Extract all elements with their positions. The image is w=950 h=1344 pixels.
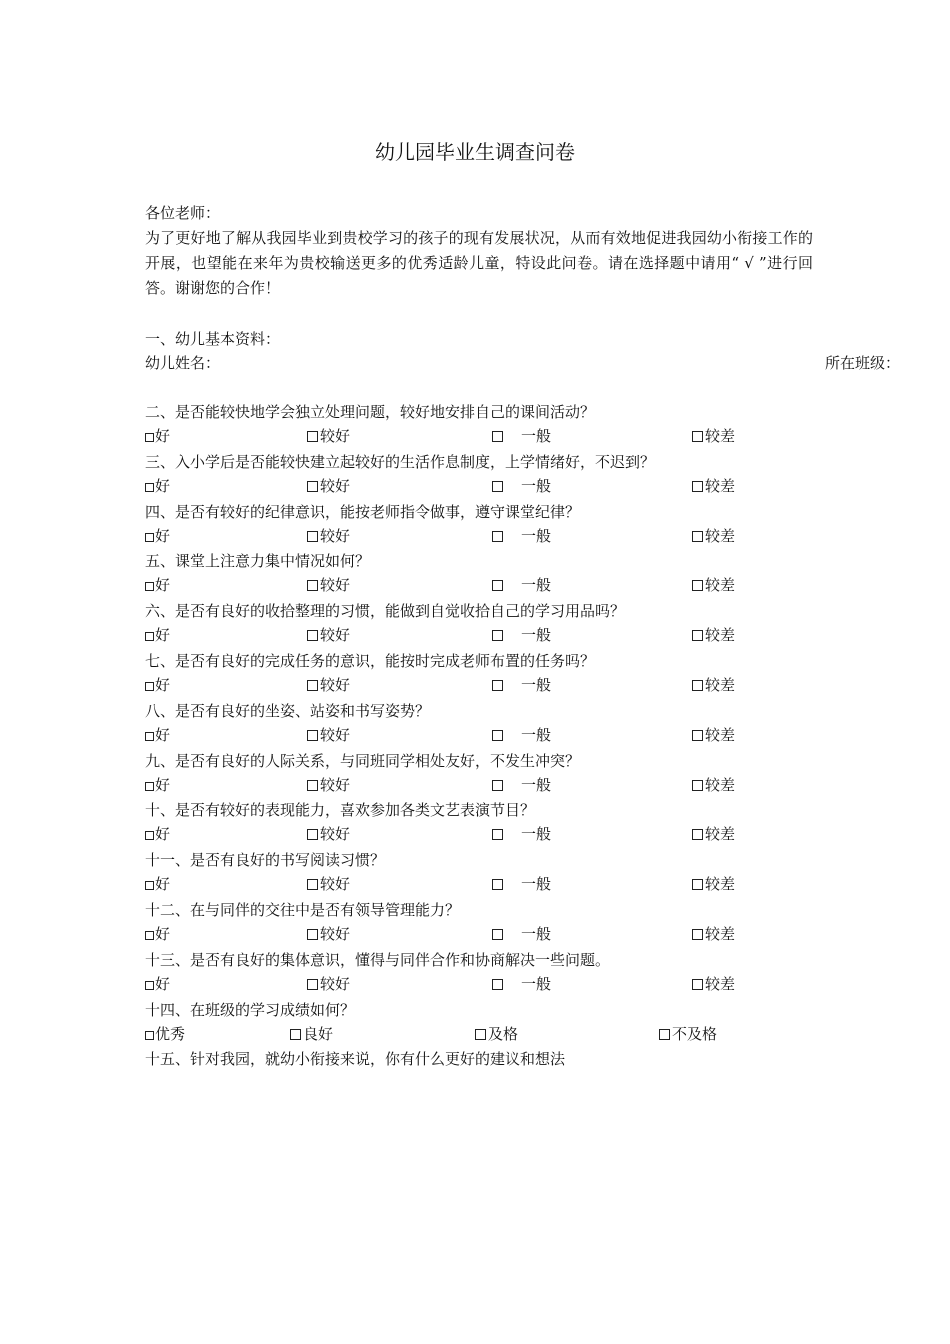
checkbox-icon[interactable] (692, 630, 703, 641)
checkbox-icon[interactable] (307, 680, 318, 691)
checkbox-icon[interactable] (492, 929, 503, 940)
option-good[interactable] (145, 623, 170, 647)
option-good[interactable] (145, 723, 170, 747)
checkbox-icon[interactable] (307, 531, 318, 542)
option-average[interactable] (492, 474, 551, 498)
option-label: 一般 (521, 975, 552, 993)
option-pass[interactable]: 及格 (475, 1022, 518, 1046)
checkbox-icon[interactable] (307, 481, 318, 492)
option-poor[interactable] (692, 972, 735, 996)
question-7-options (145, 673, 825, 697)
question-5-options (145, 573, 825, 597)
option-good[interactable] (145, 673, 170, 697)
checkbox-icon[interactable] (145, 782, 154, 791)
question-14-options (145, 1022, 825, 1046)
checkbox-icon[interactable] (145, 433, 154, 442)
question-6: 六、是否有良好的收拾整理的习惯，能做到自觉收拾自己的学习用品吗？ (145, 602, 626, 620)
child-name-label: 幼儿姓名： (145, 354, 221, 372)
option-label: 好 (155, 776, 171, 794)
option-fail[interactable]: 不及格 (659, 1022, 717, 1046)
option-label: 好 (155, 726, 171, 744)
option-average[interactable] (492, 872, 551, 896)
checkbox-icon[interactable] (145, 632, 154, 641)
question-15: 十五、针对我园，就幼小衔接来说，你有什么更好的建议和想法 (145, 1050, 566, 1068)
checkbox-icon[interactable] (145, 582, 154, 591)
option-label: 一般 (521, 427, 552, 445)
checkbox-icon[interactable] (692, 481, 703, 492)
checkbox-icon[interactable] (492, 630, 503, 641)
checkbox-icon[interactable] (659, 1029, 670, 1040)
option-fairly-good[interactable] (307, 723, 350, 747)
option-label: 一般 (521, 527, 552, 545)
option-average[interactable] (492, 922, 551, 946)
checkbox-icon[interactable] (307, 580, 318, 591)
option-fairly-good[interactable] (307, 773, 350, 797)
option-label: 一般 (521, 875, 552, 893)
checkbox-icon[interactable] (492, 680, 503, 691)
question-7: 七、是否有良好的完成任务的意识，能按时完成老师布置的任务吗？ (145, 652, 596, 670)
question-9-options (145, 773, 825, 797)
option-average[interactable] (492, 524, 551, 548)
checkbox-icon[interactable] (145, 1031, 154, 1040)
option-label: 较好 (320, 427, 351, 445)
checkbox-icon[interactable] (145, 881, 154, 890)
option-label: 一般 (521, 576, 552, 594)
question-9: 九、是否有良好的人际关系，与同班同学相处友好，不发生冲突？ (145, 752, 581, 770)
question-14: 十四、在班级的学习成绩如何？ (145, 1001, 356, 1019)
option-fairly-good[interactable] (307, 972, 350, 996)
question-4-options (145, 524, 825, 548)
option-good[interactable] (145, 474, 170, 498)
checkbox-icon[interactable] (307, 780, 318, 791)
option-average[interactable] (492, 424, 551, 448)
option-label: 较好 (320, 975, 351, 993)
class-label: 所在班级： (825, 354, 901, 372)
section1-heading: 一、幼儿基本资料： (145, 330, 281, 348)
greeting: 各位老师： (145, 204, 221, 222)
option-fairly-good[interactable] (307, 922, 350, 946)
option-average[interactable] (492, 573, 551, 597)
checkbox-icon[interactable] (145, 981, 154, 990)
option-fairly-good[interactable] (307, 673, 350, 697)
checkbox-icon[interactable] (692, 829, 703, 840)
option-label: 好 (155, 527, 171, 545)
option-label: 一般 (521, 925, 552, 943)
checkbox-icon[interactable] (145, 533, 154, 542)
question-13-options (145, 972, 825, 996)
checkbox-icon[interactable] (475, 1029, 486, 1040)
option-label: 一般 (521, 825, 552, 843)
option-poor[interactable] (692, 822, 735, 846)
question-8: 八、是否有良好的坐姿、站姿和书写姿势？ (145, 702, 431, 720)
checkbox-icon[interactable] (692, 879, 703, 890)
checkbox-icon[interactable] (492, 481, 503, 492)
page-title: 幼儿园毕业生调查问卷 (375, 140, 575, 164)
child-name-row (145, 351, 901, 375)
checkbox-icon[interactable] (492, 730, 503, 741)
checkbox-icon[interactable] (307, 829, 318, 840)
option-fairly-good[interactable] (307, 872, 350, 896)
checkbox-icon[interactable] (307, 730, 318, 741)
option-label: 较差 (705, 477, 736, 495)
checkbox-icon[interactable] (492, 979, 503, 990)
checkbox-icon[interactable] (692, 431, 703, 442)
option-good[interactable] (145, 872, 170, 896)
question-6-options (145, 623, 825, 647)
option-poor[interactable] (692, 524, 735, 548)
question-11: 十一、是否有良好的书写阅读习惯？ (145, 851, 386, 869)
option-label: 好 (155, 676, 171, 694)
option-fairly-good[interactable] (307, 474, 350, 498)
question-4: 四、是否有较好的纪律意识，能按老师指令做事，遵守课堂纪律？ (145, 503, 581, 521)
option-label: 好 (155, 925, 171, 943)
option-label: 较差 (705, 626, 736, 644)
checkbox-icon[interactable] (692, 680, 703, 691)
checkbox-icon[interactable] (290, 1029, 301, 1040)
option-label: 较差 (705, 527, 736, 545)
option-fairly-good[interactable] (307, 623, 350, 647)
checkbox-icon[interactable] (692, 780, 703, 791)
question-2-options (145, 424, 825, 448)
option-label: 较差 (705, 726, 736, 744)
option-average[interactable] (492, 822, 551, 846)
question-13: 十三、是否有良好的集体意识，懂得与同伴合作和协商解决一些问题。 (145, 951, 611, 969)
question-12-options (145, 922, 825, 946)
option-label: 好 (155, 626, 171, 644)
checkbox-icon[interactable] (145, 682, 154, 691)
option-good[interactable] (145, 972, 170, 996)
option-poor[interactable] (692, 773, 735, 797)
question-10-options (145, 822, 825, 846)
option-label: 较差 (705, 676, 736, 694)
checkbox-icon[interactable] (692, 929, 703, 940)
checkbox-icon[interactable] (307, 979, 318, 990)
question-2: 二、是否能较快地学会独立处理问题，较好地安排自己的课间活动？ (145, 403, 596, 421)
intro-paragraph: 为了更好地了解从我园毕业到贵校学习的孩子的现有发展状况，从而有效地促进我园幼小衔接工作的开展，也望能在来年为贵校输送更多的优秀适龄儿童，特设此问卷。请在选择题中请用“ √ ”进行回答。谢谢您的合作！ (145, 229, 813, 297)
option-good[interactable] (145, 524, 170, 548)
question-5: 五、课堂上注意力集中情况如何？ (145, 552, 371, 570)
checkbox-icon[interactable] (692, 979, 703, 990)
checkbox-icon[interactable] (307, 879, 318, 890)
option-label: 一般 (521, 676, 552, 694)
checkbox-icon[interactable] (492, 431, 503, 442)
option-poor[interactable] (692, 922, 735, 946)
option-label: 较差 (705, 925, 736, 943)
option-fairly-good[interactable] (307, 524, 350, 548)
option-label: 好 (155, 825, 171, 843)
question-8-options (145, 723, 825, 747)
option-poor[interactable] (692, 872, 735, 896)
checkbox-icon[interactable] (145, 831, 154, 840)
option-label: 好 (155, 576, 171, 594)
option-label: 较好 (320, 776, 351, 794)
checkbox-icon[interactable] (492, 879, 503, 890)
option-poor[interactable] (692, 424, 735, 448)
option-label: 好 (155, 875, 171, 893)
option-label: 较差 (705, 427, 736, 445)
option-label: 较好 (320, 825, 351, 843)
option-good[interactable]: 良好 (290, 1022, 333, 1046)
option-good[interactable] (145, 773, 170, 797)
option-label: 好 (155, 975, 171, 993)
option-average[interactable] (492, 673, 551, 697)
checkbox-icon[interactable] (492, 531, 503, 542)
option-label: 较差 (705, 776, 736, 794)
option-good[interactable] (145, 922, 170, 946)
option-label: 一般 (521, 726, 552, 744)
option-label: 较差 (705, 576, 736, 594)
option-label: 较好 (320, 925, 351, 943)
option-label: 较差 (705, 975, 736, 993)
checkbox-icon[interactable] (307, 929, 318, 940)
option-average[interactable] (492, 972, 551, 996)
option-label: 一般 (521, 776, 552, 794)
option-label: 较好 (320, 726, 351, 744)
option-label: 一般 (521, 626, 552, 644)
option-poor[interactable] (692, 723, 735, 747)
checkbox-icon[interactable] (692, 580, 703, 591)
option-label: 较差 (705, 825, 736, 843)
option-average[interactable] (492, 773, 551, 797)
option-good[interactable] (145, 573, 170, 597)
option-good[interactable] (145, 822, 170, 846)
question-10: 十、是否有较好的表现能力，喜欢参加各类文艺表演节目？ (145, 801, 536, 819)
option-good[interactable] (145, 424, 170, 448)
checkbox-icon[interactable] (492, 580, 503, 591)
option-poor[interactable] (692, 623, 735, 647)
option-fairly-good[interactable] (307, 822, 350, 846)
option-average[interactable] (492, 623, 551, 647)
option-label: 较好 (320, 477, 351, 495)
option-poor[interactable] (692, 474, 735, 498)
option-label: 较好 (320, 875, 351, 893)
checkbox-icon[interactable] (492, 829, 503, 840)
option-label: 较好 (320, 626, 351, 644)
option-excellent[interactable]: 优秀 (145, 1022, 185, 1046)
checkbox-icon[interactable] (307, 630, 318, 641)
checkbox-icon[interactable] (492, 780, 503, 791)
option-average[interactable] (492, 723, 551, 747)
checkbox-icon[interactable] (145, 483, 154, 492)
question-11-options (145, 872, 825, 896)
option-label: 较差 (705, 875, 736, 893)
checkbox-icon[interactable] (145, 732, 154, 741)
option-poor[interactable] (692, 573, 735, 597)
option-label: 一般 (521, 477, 552, 495)
option-fairly-good[interactable] (307, 573, 350, 597)
question-3-options (145, 474, 825, 498)
option-fairly-good[interactable] (307, 424, 350, 448)
option-label: 较好 (320, 676, 351, 694)
question-3: 三、入小学后是否能较快建立起较好的生活作息制度，上学情绪好，不迟到？ (145, 453, 656, 471)
checkbox-icon[interactable] (307, 431, 318, 442)
checkbox-icon[interactable] (692, 730, 703, 741)
checkbox-icon[interactable] (145, 931, 154, 940)
checkbox-icon[interactable] (692, 531, 703, 542)
option-label: 好 (155, 477, 171, 495)
question-12: 十二、在与同伴的交往中是否有领导管理能力？ (145, 901, 461, 919)
option-label: 较好 (320, 527, 351, 545)
option-label: 好 (155, 427, 171, 445)
option-poor[interactable] (692, 673, 735, 697)
option-label: 较好 (320, 576, 351, 594)
